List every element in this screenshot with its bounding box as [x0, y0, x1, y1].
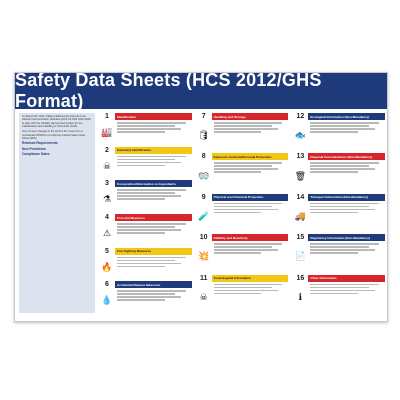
text-line [310, 122, 379, 124]
section-10 [196, 234, 289, 272]
intro-text-2: One of many changes in the HCS is the move from a nonstandard MSDS to a uniformly ordered Safety Data Sheet (SDS). [22, 130, 85, 140]
text-line [214, 206, 272, 208]
section-column-2 [196, 113, 289, 313]
section-body-text [214, 201, 289, 232]
section-number: 15 [292, 234, 308, 241]
section-13 [292, 153, 385, 191]
text-line [310, 165, 368, 167]
text-line [117, 266, 165, 268]
section-title: Transport Information (Non-Mandatory) [308, 194, 385, 201]
text-line [117, 223, 186, 225]
text-line [117, 263, 181, 265]
text-line [310, 206, 368, 208]
text-line [117, 229, 181, 231]
section-body-text [117, 187, 192, 212]
text-line [117, 165, 165, 167]
text-line [117, 299, 165, 301]
text-line [310, 290, 374, 292]
text-line [214, 162, 283, 164]
section-title: Composition/Information on Ingredients [115, 180, 192, 187]
fish-icon: 🐟 [294, 130, 306, 141]
goggles-icon: 🥽 [198, 170, 210, 181]
section-title: Accidental Release Measures [115, 281, 192, 288]
text-line [117, 198, 165, 200]
section-16 [292, 275, 385, 313]
document-icon: 📄 [294, 251, 306, 262]
section-number: 1 [99, 113, 115, 120]
text-line [310, 125, 368, 127]
truck-icon: 🚚 [294, 211, 306, 222]
flame-icon: 🔥 [101, 261, 113, 272]
skull-crossbones-icon: ☠ [199, 291, 208, 302]
section-1 [99, 113, 192, 145]
text-line [214, 246, 272, 248]
text-line [214, 290, 278, 292]
section-title: Disposal Considerations (Non-Mandatory) [308, 153, 385, 160]
section-title: Toxicological Information [212, 275, 289, 282]
warning-icon: ⚠ [102, 227, 112, 238]
spill-icon: 💧 [101, 295, 113, 306]
section-title: Physical and Chemical Properties [212, 194, 289, 201]
text-line [117, 159, 175, 161]
text-line [310, 131, 358, 133]
text-line [214, 209, 278, 211]
section-column-1 [99, 113, 192, 313]
drum-icon: 🛢 [197, 130, 210, 141]
sections-grid [99, 113, 385, 313]
text-line [214, 171, 262, 173]
text-line [310, 293, 358, 295]
text-line [117, 192, 175, 194]
text-line [214, 243, 283, 245]
text-line [214, 131, 262, 133]
heading-retained: Retained Requirements [22, 141, 58, 146]
text-line [117, 296, 181, 298]
lab-icon: 🧪 [198, 211, 210, 222]
section-body-text [214, 120, 289, 151]
text-line [117, 128, 181, 130]
section-12 [292, 113, 385, 151]
section-number: 9 [196, 194, 212, 201]
section-title: Identification [115, 113, 192, 120]
text-line [117, 260, 175, 262]
text-line [310, 243, 379, 245]
factory-icon: 🏭 [101, 126, 113, 137]
section-9 [196, 194, 289, 232]
section-number: 8 [196, 153, 212, 160]
section-2 [99, 147, 192, 179]
section-number: 10 [196, 234, 212, 241]
text-line [214, 165, 272, 167]
section-body-text [310, 201, 385, 232]
section-8 [196, 153, 289, 191]
section-body-text [214, 160, 289, 191]
intro-text: On March 26, 2012, OSHA published the final rule to its Hazard Communication Standard (HCS 29 CFR 1910.1200) to align with the Globally Harmonized System for the Classification and Labelling of Chemicals (GHS). [22, 115, 91, 129]
text-line [214, 284, 283, 286]
text-line [117, 156, 186, 158]
section-15 [292, 234, 385, 272]
text-line [310, 128, 374, 130]
section-3 [99, 180, 192, 212]
text-line [214, 128, 278, 130]
text-line [310, 252, 358, 254]
text-line [214, 168, 278, 170]
text-line [310, 209, 374, 211]
skull-icon: ☠ [102, 160, 112, 171]
section-14 [292, 194, 385, 232]
section-number: 4 [99, 214, 115, 221]
text-line [310, 246, 368, 248]
section-11 [196, 275, 289, 313]
text-line [214, 287, 272, 289]
section-number: 7 [196, 113, 212, 120]
heading-new-provisions: New Provisions [22, 146, 46, 151]
section-number: 13 [292, 153, 308, 160]
text-line [214, 249, 278, 251]
section-body-text [214, 241, 289, 272]
section-title: Regulatory Information (Non-Mandatory) [308, 234, 385, 241]
text-line [310, 212, 358, 214]
section-body-text [310, 282, 385, 313]
text-line [310, 162, 379, 164]
section-body-text [310, 160, 385, 191]
section-number: 5 [99, 248, 115, 255]
section-7 [196, 113, 289, 151]
section-6 [99, 281, 192, 313]
text-line [214, 122, 283, 124]
section-body-text [117, 255, 192, 280]
section-title: Other Information [308, 275, 385, 282]
text-line [117, 125, 175, 127]
text-line [214, 252, 262, 254]
section-body-text [117, 221, 192, 246]
info-icon: ℹ [298, 291, 303, 302]
section-number: 3 [99, 180, 115, 187]
section-title: Handling and Storage [212, 113, 289, 120]
section-body-text [310, 241, 385, 272]
poster [14, 72, 388, 322]
text-line [117, 232, 165, 234]
text-line [117, 195, 181, 197]
left-info-panel [19, 113, 95, 313]
section-number: 11 [196, 275, 212, 282]
explosion-icon: 💥 [198, 251, 210, 262]
text-line [117, 189, 186, 191]
text-line [310, 203, 379, 205]
section-body-text [117, 120, 192, 145]
text-line [310, 249, 374, 251]
text-line [310, 287, 368, 289]
heading-compliance-dates: Compliance Dates [22, 152, 50, 157]
section-title: Hazard(s) Identification [115, 147, 192, 154]
section-body-text [117, 154, 192, 179]
section-column-3 [292, 113, 385, 313]
section-title: Ecological Information (Non-Mandatory) [308, 113, 385, 120]
section-number: 2 [99, 147, 115, 154]
section-4 [99, 214, 192, 246]
text-line [310, 171, 358, 173]
text-line [214, 125, 272, 127]
section-number: 12 [292, 113, 308, 120]
text-line [117, 226, 175, 228]
section-body-text [117, 288, 192, 313]
text-line [117, 293, 175, 295]
section-number: 16 [292, 275, 308, 282]
flask-icon: ⚗ [102, 194, 112, 205]
section-title: Fire-Fighting Measures [115, 248, 192, 255]
section-number: 6 [99, 281, 115, 288]
text-line [117, 131, 165, 133]
text-line [214, 203, 283, 205]
text-line [310, 284, 379, 286]
trash-icon: 🗑 [294, 170, 307, 181]
section-body-text [214, 282, 289, 313]
text-line [117, 257, 186, 259]
text-line [117, 122, 186, 124]
section-title: First-Aid Measures [115, 214, 192, 221]
section-5 [99, 248, 192, 280]
text-line [310, 168, 374, 170]
text-line [214, 212, 262, 214]
section-title: Stability and Reactivity [212, 234, 289, 241]
text-line [117, 162, 181, 164]
section-number: 14 [292, 194, 308, 201]
poster-title: Safety Data Sheets (HCS 2012/GHS Format) [15, 73, 387, 109]
text-line [117, 290, 186, 292]
section-body-text [310, 120, 385, 151]
text-line [214, 293, 262, 295]
section-title: Exposure Controls/Personal Protection [212, 153, 289, 160]
